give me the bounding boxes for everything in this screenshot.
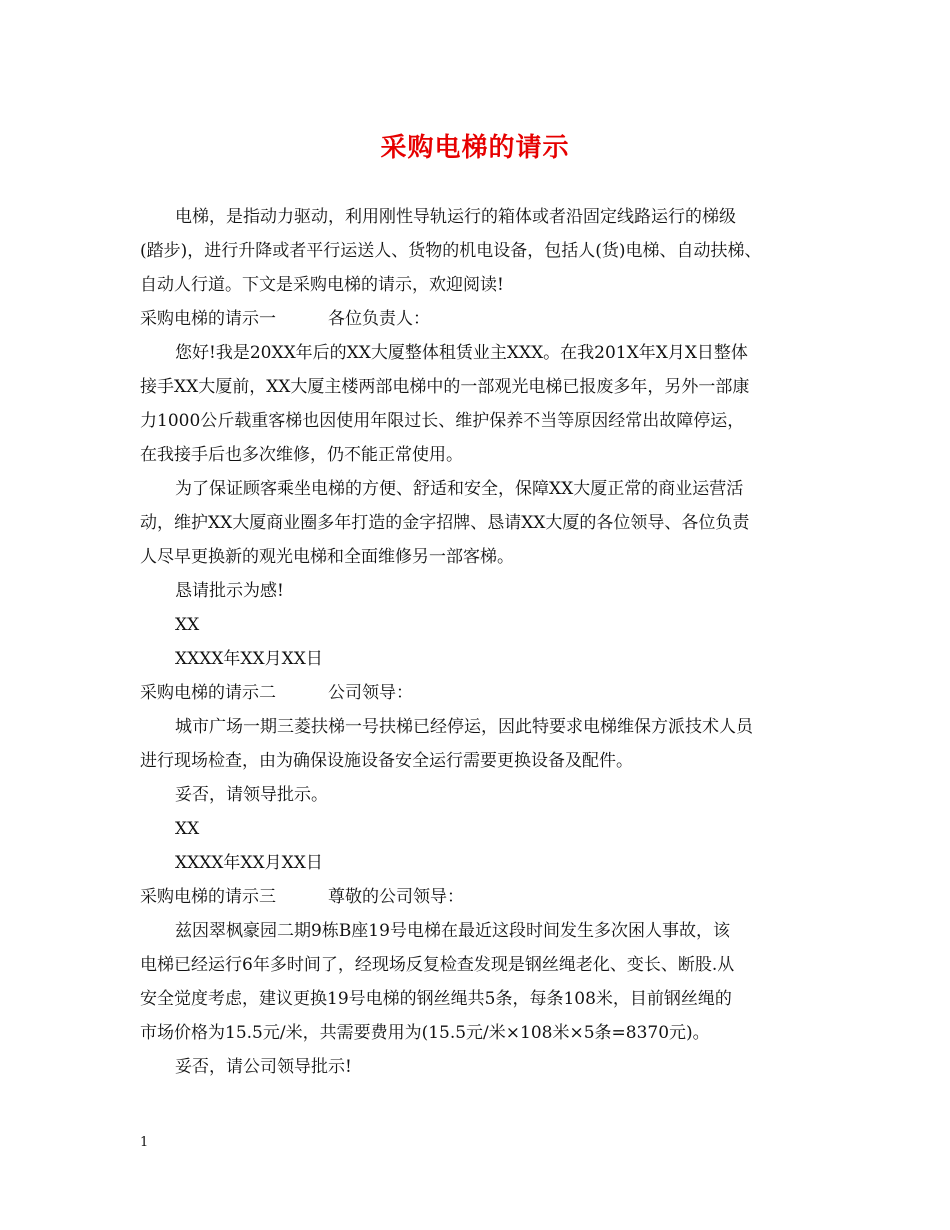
date-line: XXXX年XX月XX日 [175,853,323,873]
intro-line: 自动人行道。下文是采购电梯的请示，欢迎阅读! [140,275,504,295]
paragraph-line: 安全觉度考虑，建议更换19号电梯的钢丝绳共5条，每条108米，目前钢丝绳的 [140,989,732,1009]
section-salutation: 各位负责人： [328,309,430,329]
section-1 [140,302,830,676]
intro-paragraph [140,200,830,302]
paragraph-line: 城市广场一期三菱扶梯一号扶梯已经停运，因此特要求电梯维保方派技术人员 [175,717,753,737]
document-body [140,200,830,1084]
paragraph-line: 接手XX大厦前，XX大厦主楼两部电梯中的一部观光电梯已报废多年，另外一部康 [140,377,750,397]
paragraph-line: 电梯已经运行6年多时间了，经现场反复检查发现是钢丝绳老化、变长、断股.从 [140,955,735,975]
section-title: 采购电梯的请示三 [140,887,276,907]
paragraph-line: 兹因翠枫豪园二期9栋B座19号电梯在最近这段时间发生多次困人事故，该 [175,921,730,941]
section-salutation: 公司领导： [328,683,413,703]
paragraph-line: 进行现场检查，由为确保设施设备安全运行需要更换设备及配件。 [140,751,633,771]
section-heading [140,676,830,710]
paragraph-line: 力1000公斤载重客梯也因使用年限过长、维护保养不当等原因经常出故障停运， [140,411,745,431]
section-salutation: 尊敬的公司领导： [328,887,464,907]
intro-line: 电梯，是指动力驱动，利用刚性导轨运行的箱体或者沿固定线路运行的梯级 [175,207,736,227]
paragraph-line: 动，维护XX大厦商业圈多年打造的金字招牌、恳请XX大厦的各位领导、各位负责 [140,513,750,533]
paragraph-line: 在我接手后也多次维修，仍不能正常使用。 [140,445,463,465]
section-heading [140,880,830,914]
closing-line: 恳请批示为感! [175,581,284,601]
section-3 [140,880,830,1084]
closing-line: 妥否，请领导批示。 [175,785,328,805]
signature-line: XX [175,615,200,635]
section-title: 采购电梯的请示一 [140,309,276,329]
section-heading [140,302,830,336]
closing-line: 妥否，请公司领导批示! [175,1057,352,1077]
paragraph-line: 您好!我是20XX年后的XX大厦整体租赁业主XXX。在我201X年X月X日整体 [175,343,748,363]
intro-line: (踏步)，进行升降或者平行运送人、货物的机电设备，包括人(货)电梯、自动扶梯、 [140,241,762,261]
paragraph-line: 人尽早更换新的观光电梯和全面维修另一部客梯。 [140,547,514,567]
date-line: XXXX年XX月XX日 [175,649,323,669]
signature-line: XX [175,819,200,839]
section-title: 采购电梯的请示二 [140,683,276,703]
page-number: 1 [140,1135,149,1150]
section-2 [140,676,830,880]
paragraph-line: 为了保证顾客乘坐电梯的方便、舒适和安全，保障XX大厦正常的商业运营活 [175,479,744,499]
paragraph-line: 市场价格为15.5元/米，共需要费用为(15.5元/米×108米×5条=8370元)。 [140,1023,710,1043]
document-title: 采购电梯的请示 [380,133,570,163]
